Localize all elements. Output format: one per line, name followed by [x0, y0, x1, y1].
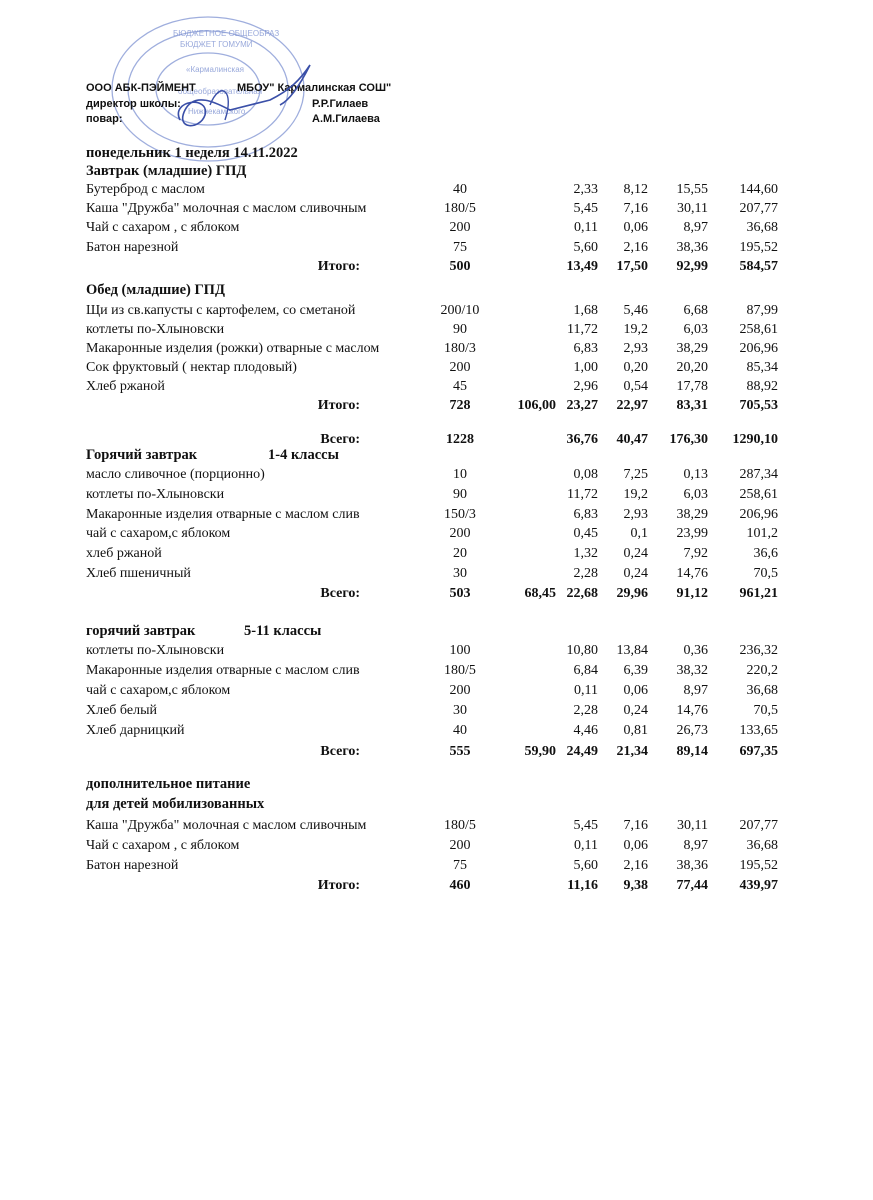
menu-item-row	[0, 546, 873, 564]
dish-kcal: 88,92	[746, 379, 778, 394]
dish-weight: 180/5	[444, 818, 476, 833]
dish-fat: 7,25	[623, 467, 648, 482]
dish-kcal: 207,77	[739, 818, 778, 833]
dish-kcal: 87,99	[746, 303, 778, 318]
total-price: 106,00	[517, 398, 556, 413]
dish-carbs: 6,03	[683, 487, 708, 502]
dish-kcal: 220,2	[746, 663, 778, 678]
dish-protein: 6,84	[573, 663, 598, 678]
dish-fat: 19,2	[623, 487, 648, 502]
dish-fat: 2,93	[623, 507, 648, 522]
dish-name: Батон нарезной	[86, 858, 179, 873]
total-weight: 460	[449, 878, 471, 893]
total-weight: 503	[449, 586, 471, 601]
dish-protein: 2,28	[573, 566, 598, 581]
total-carbs: 83,31	[676, 398, 708, 413]
dish-weight: 200	[449, 360, 471, 375]
school-name: МБОУ" Кармалинская СОШ"	[237, 82, 392, 94]
dish-weight: 45	[453, 379, 467, 394]
total-protein: 24,49	[566, 744, 598, 759]
total-label: Итого:	[317, 878, 360, 893]
dish-carbs: 8,97	[683, 220, 708, 235]
dish-fat: 2,16	[623, 240, 648, 255]
menu-item-row	[0, 723, 873, 741]
dish-kcal: 207,77	[739, 201, 778, 216]
dish-fat: 2,93	[623, 341, 648, 356]
menu-item-row	[0, 858, 873, 876]
total-price: 59,90	[524, 744, 556, 759]
dish-fat: 5,46	[623, 303, 648, 318]
dish-kcal: 206,96	[739, 341, 778, 356]
menu-item-row	[0, 507, 873, 525]
section-subtitle: 1-4 классы	[268, 447, 339, 463]
dish-weight: 180/3	[444, 341, 476, 356]
dish-weight: 150/3	[444, 507, 476, 522]
section-title-text: дополнительное питание	[86, 776, 251, 792]
dish-kcal: 36,68	[746, 220, 778, 235]
dish-weight: 40	[453, 723, 467, 738]
dish-carbs: 0,13	[683, 467, 708, 482]
dish-weight: 30	[453, 566, 467, 581]
menu-item-row	[0, 322, 873, 340]
dish-fat: 2,16	[623, 858, 648, 873]
total-protein: 11,16	[567, 878, 598, 893]
dish-protein: 6,83	[573, 507, 598, 522]
dish-fat: 0,54	[623, 379, 648, 394]
dish-carbs: 26,73	[676, 723, 708, 738]
section-title-text: горячий завтрак	[86, 623, 196, 639]
dish-protein: 2,96	[573, 379, 598, 394]
dish-fat: 0,81	[623, 723, 648, 738]
dish-carbs: 17,78	[676, 379, 708, 394]
dish-name: чай с сахаром,с яблоком	[86, 683, 231, 698]
dish-name: чай с сахаром,с яблоком	[86, 526, 231, 541]
grand-total-weight: 1228	[446, 432, 474, 447]
dish-name: Щи из св.капусты с картофелем, со сметаной	[86, 303, 356, 318]
total-carbs: 77,44	[676, 878, 708, 893]
dish-weight: 75	[453, 240, 467, 255]
dish-kcal: 195,52	[739, 858, 778, 873]
menu-item-row	[0, 643, 873, 661]
menu-item-row	[0, 703, 873, 721]
section-total-row	[0, 878, 873, 896]
dish-name: Батон нарезной	[86, 240, 179, 255]
total-label: Итого:	[317, 259, 360, 274]
total-weight: 728	[449, 398, 471, 413]
section-total-row	[0, 586, 873, 604]
dish-carbs: 14,76	[676, 703, 708, 718]
dish-fat: 6,39	[623, 663, 648, 678]
section-subtitle: 5-11 классы	[244, 623, 322, 639]
dish-carbs: 38,36	[676, 858, 708, 873]
dish-protein: 5,60	[573, 240, 598, 255]
dish-fat: 8,12	[623, 182, 648, 197]
dish-name: Хлеб дарницкий	[86, 723, 185, 738]
dish-protein: 5,45	[573, 201, 598, 216]
dish-carbs: 8,97	[683, 838, 708, 853]
svg-text:общеобразовательная: общеобразовательная	[178, 87, 263, 96]
dish-protein: 11,72	[567, 322, 598, 337]
dish-fat: 13,84	[616, 643, 648, 658]
section-title	[86, 776, 250, 793]
menu-item-row	[0, 838, 873, 856]
total-fat: 29,96	[616, 586, 648, 601]
section-title	[86, 163, 246, 180]
dish-name: Каша "Дружба" молочная с маслом сливочным	[86, 201, 367, 216]
dish-name: Бутерброд с маслом	[86, 182, 205, 197]
menu-item-row	[0, 303, 873, 321]
dish-carbs: 30,11	[677, 201, 708, 216]
dish-carbs: 8,97	[683, 683, 708, 698]
dish-protein: 5,60	[573, 858, 598, 873]
menu-item-row	[0, 341, 873, 359]
dish-weight: 180/5	[444, 663, 476, 678]
dish-name: Макаронные изделия (рожки) отварные с маслом	[86, 341, 380, 356]
dish-protein: 0,11	[574, 838, 598, 853]
section-title-text: Горячий завтрак	[86, 447, 198, 463]
dish-kcal: 133,65	[739, 723, 778, 738]
dish-fat: 0,20	[623, 360, 648, 375]
dish-protein: 1,00	[573, 360, 598, 375]
total-fat: 17,50	[616, 259, 648, 274]
dish-weight: 200	[449, 526, 471, 541]
dish-carbs: 30,11	[677, 818, 708, 833]
dish-fat: 0,06	[623, 683, 648, 698]
dish-kcal: 236,32	[739, 643, 778, 658]
svg-text:«Кармалинская: «Кармалинская	[186, 65, 244, 74]
dish-carbs: 6,68	[683, 303, 708, 318]
dish-protein: 0,11	[574, 220, 598, 235]
section-title	[86, 282, 225, 299]
cook-name: А.М.Гилаева	[312, 113, 380, 125]
dish-weight: 200	[449, 838, 471, 853]
document-title: понедельник 1 неделя 14.11.2022	[86, 145, 298, 161]
cook-label: повар:	[86, 113, 123, 125]
dish-protein: 0,08	[573, 467, 598, 482]
total-kcal: 705,53	[739, 398, 778, 413]
dish-protein: 0,45	[573, 526, 598, 541]
dish-kcal: 101,2	[746, 526, 778, 541]
dish-carbs: 15,55	[676, 182, 708, 197]
grand-total-carbs: 176,30	[669, 432, 708, 447]
dish-kcal: 85,34	[746, 360, 778, 375]
dish-protein: 1,32	[573, 546, 598, 561]
menu-item-row	[0, 526, 873, 544]
menu-item-row	[0, 182, 873, 200]
total-label: Всего:	[320, 586, 360, 601]
dish-protein: 2,28	[573, 703, 598, 718]
dish-weight: 90	[453, 487, 467, 502]
total-carbs: 92,99	[676, 259, 708, 274]
section-total-row	[0, 259, 873, 277]
dish-carbs: 38,29	[676, 507, 708, 522]
dish-name: Каша "Дружба" молочная с маслом сливочным	[86, 818, 367, 833]
dish-name: Чай с сахаром , с яблоком	[86, 838, 240, 853]
dish-weight: 75	[453, 858, 467, 873]
dish-name: хлеб ржаной	[86, 546, 162, 561]
svg-text:Нижнекамского: Нижнекамского	[188, 107, 246, 116]
dish-protein: 0,11	[574, 683, 598, 698]
grand-total-fat: 40,47	[616, 432, 648, 447]
total-fat: 9,38	[623, 878, 648, 893]
dish-name: Хлеб белый	[86, 703, 157, 718]
dish-carbs: 38,36	[676, 240, 708, 255]
dish-name: Хлеб пшеничный	[86, 566, 191, 581]
menu-item-row	[0, 201, 873, 219]
dish-fat: 7,16	[623, 201, 648, 216]
dish-weight: 20	[453, 546, 467, 561]
dish-fat: 7,16	[623, 818, 648, 833]
dish-protein: 1,68	[573, 303, 598, 318]
dish-kcal: 206,96	[739, 507, 778, 522]
menu-item-row	[0, 220, 873, 238]
dish-fat: 0,06	[623, 220, 648, 235]
dish-kcal: 258,61	[739, 322, 778, 337]
total-weight: 555	[449, 744, 471, 759]
dish-carbs: 7,92	[683, 546, 708, 561]
dish-kcal: 287,34	[739, 467, 778, 482]
menu-item-row	[0, 818, 873, 836]
menu-item-row	[0, 240, 873, 258]
dish-fat: 0,24	[623, 566, 648, 581]
dish-weight: 200/10	[440, 303, 480, 318]
dish-name: масло сливочное (порционно)	[86, 467, 265, 482]
section-title-text: Завтрак (младшие) ГПД	[86, 163, 247, 179]
dish-kcal: 36,68	[746, 683, 778, 698]
dish-name: Чай с сахаром , с яблоком	[86, 220, 240, 235]
dish-fat: 0,06	[623, 838, 648, 853]
menu-item-row	[0, 566, 873, 584]
dish-carbs: 0,36	[683, 643, 708, 658]
dish-kcal: 195,52	[739, 240, 778, 255]
total-protein: 22,68	[566, 586, 598, 601]
dish-name: Макаронные изделия отварные с маслом слив	[86, 507, 360, 522]
menu-item-row	[0, 663, 873, 681]
company-name: ООО АБК-ПЭЙМЕНТ	[86, 82, 196, 94]
menu-item-row	[0, 379, 873, 397]
total-carbs: 91,12	[676, 586, 708, 601]
dish-carbs: 6,03	[683, 322, 708, 337]
grand-total-protein: 36,76	[566, 432, 598, 447]
dish-kcal: 70,5	[753, 566, 778, 581]
dish-fat: 19,2	[623, 322, 648, 337]
total-kcal: 584,57	[739, 259, 778, 274]
total-fat: 22,97	[616, 398, 648, 413]
dish-weight: 90	[453, 322, 467, 337]
dish-weight: 40	[453, 182, 467, 197]
dish-name: котлеты по-Хлыновски	[86, 643, 225, 658]
total-protein: 23,27	[566, 398, 598, 413]
dish-protein: 10,80	[566, 643, 598, 658]
dish-protein: 11,72	[567, 487, 598, 502]
signature	[150, 60, 320, 140]
menu-item-row	[0, 360, 873, 378]
section-title-line2: для детей мобилизованных	[86, 796, 265, 812]
total-weight: 500	[449, 259, 471, 274]
dish-weight: 10	[453, 467, 467, 482]
section-total-row	[0, 398, 873, 416]
dish-protein: 4,46	[573, 723, 598, 738]
dish-fat: 0,1	[630, 526, 648, 541]
section-title	[86, 447, 339, 464]
dish-carbs: 38,29	[676, 341, 708, 356]
dish-weight: 30	[453, 703, 467, 718]
section-title	[86, 623, 322, 640]
dish-protein: 5,45	[573, 818, 598, 833]
dish-carbs: 14,76	[676, 566, 708, 581]
dish-kcal: 258,61	[739, 487, 778, 502]
total-label: Всего:	[320, 744, 360, 759]
section-title-text: Обед (младшие) ГПД	[86, 282, 225, 298]
menu-item-row	[0, 487, 873, 505]
dish-kcal: 36,68	[746, 838, 778, 853]
dish-name: Макаронные изделия отварные с маслом слив	[86, 663, 360, 678]
dish-carbs: 23,99	[676, 526, 708, 541]
total-kcal: 439,97	[739, 878, 778, 893]
svg-text:БЮДЖЕТ ГОМУМИ: БЮДЖЕТ ГОМУМИ	[180, 40, 253, 49]
dish-name: Хлеб ржаной	[86, 379, 165, 394]
section-total-row	[0, 744, 873, 762]
director-label: директор школы:	[86, 98, 181, 110]
dish-weight: 200	[449, 220, 471, 235]
dish-fat: 0,24	[623, 703, 648, 718]
dish-weight: 100	[449, 643, 471, 658]
dish-weight: 180/5	[444, 201, 476, 216]
grand-total-label: Всего:	[320, 432, 360, 447]
director-name: Р.Р.Гилаев	[312, 98, 369, 110]
dish-carbs: 20,20	[676, 360, 708, 375]
svg-text:БЮДЖЕТНОЕ ОБЩЕОБРАЗ: БЮДЖЕТНОЕ ОБЩЕОБРАЗ	[173, 29, 280, 38]
grand-total-kcal: 1290,10	[732, 432, 778, 447]
total-fat: 21,34	[616, 744, 648, 759]
dish-name: котлеты по-Хлыновски	[86, 322, 225, 337]
menu-item-row	[0, 467, 873, 485]
dish-kcal: 144,60	[739, 182, 778, 197]
total-price: 68,45	[524, 586, 556, 601]
total-label: Итого:	[317, 398, 360, 413]
dish-carbs: 38,32	[676, 663, 708, 678]
total-protein: 13,49	[566, 259, 598, 274]
total-kcal: 697,35	[739, 744, 778, 759]
total-carbs: 89,14	[676, 744, 708, 759]
dish-name: котлеты по-Хлыновски	[86, 487, 225, 502]
total-kcal: 961,21	[739, 586, 778, 601]
dish-protein: 6,83	[573, 341, 598, 356]
dish-fat: 0,24	[623, 546, 648, 561]
dish-weight: 200	[449, 683, 471, 698]
dish-name: Сок фруктовый ( нектар плодовый)	[86, 360, 297, 375]
dish-kcal: 70,5	[753, 703, 778, 718]
dish-protein: 2,33	[573, 182, 598, 197]
dish-kcal: 36,6	[753, 546, 778, 561]
menu-item-row	[0, 683, 873, 701]
